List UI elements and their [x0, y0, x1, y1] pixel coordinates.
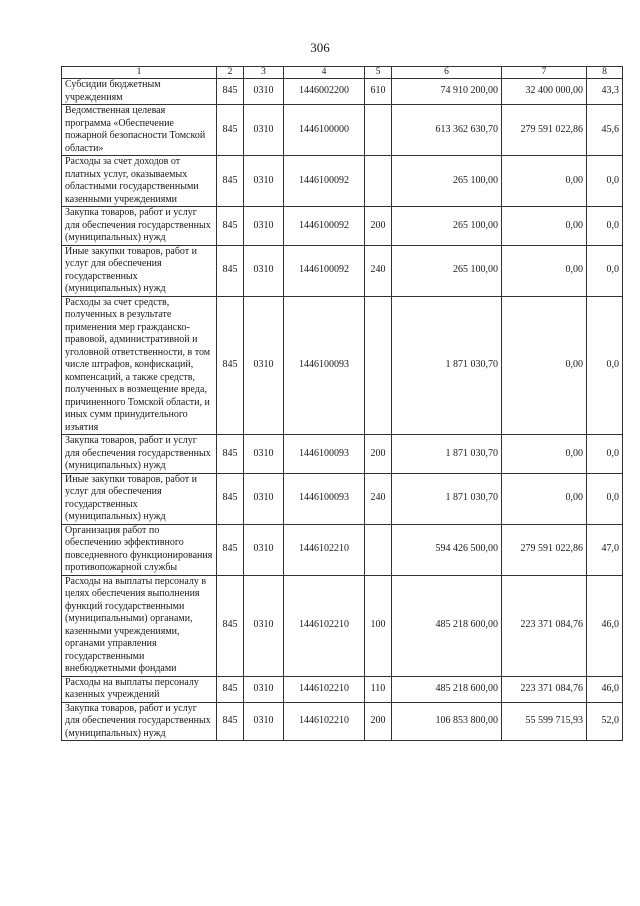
row-name-cell: Расходы за счет доходов от платных услуг, оказываемых областными государственными казенными учреждениями [62, 156, 217, 207]
table-row [62, 702, 623, 741]
row-percent-cell: 45,6 [587, 105, 623, 156]
row-admin-code-cell: 845 [217, 245, 244, 296]
row-actual-amount-cell: 0,00 [502, 435, 587, 474]
table-row [62, 676, 623, 702]
row-name-cell: Расходы на выплаты персоналу в целях обеспечения выполнения функций государственными (муниципальными) органами, казенными учреждениями, органами управления государственными внебюджетными фондами [62, 575, 217, 676]
row-plan-amount-cell: 265 100,00 [392, 245, 502, 296]
row-percent-cell: 0,0 [587, 156, 623, 207]
row-admin-code-cell: 845 [217, 105, 244, 156]
row-actual-amount-cell: 55 599 715,93 [502, 702, 587, 741]
row-name-cell: Закупка товаров, работ и услуг для обеспечения государственных (муниципальных) нужд [62, 207, 217, 246]
row-target-code-cell: 1446100093 [284, 296, 365, 435]
page-number: 306 [310, 40, 330, 55]
table-row [62, 296, 623, 435]
row-admin-code-cell: 845 [217, 524, 244, 575]
row-admin-code-cell: 845 [217, 207, 244, 246]
row-name-cell: Организация работ по обеспечению эффективного повседневного функционирования противопожарной службы [62, 524, 217, 575]
row-target-code-cell: 1446100092 [284, 207, 365, 246]
row-actual-amount-cell: 223 371 084,76 [502, 575, 587, 676]
row-actual-amount-cell: 279 591 022,86 [502, 105, 587, 156]
row-plan-amount-cell: 613 362 630,70 [392, 105, 502, 156]
row-expense-type-cell: 100 [365, 575, 392, 676]
row-admin-code-cell: 845 [217, 473, 244, 524]
row-target-code-cell: 1446102210 [284, 676, 365, 702]
row-expense-type-cell: 110 [365, 676, 392, 702]
row-expense-type-cell [365, 524, 392, 575]
row-target-code-cell: 1446102210 [284, 702, 365, 741]
row-section-code-cell: 0310 [244, 702, 284, 741]
table-row [62, 105, 623, 156]
row-name-cell: Закупка товаров, работ и услуг для обеспечения государственных (муниципальных) нужд [62, 702, 217, 741]
row-plan-amount-cell: 1 871 030,70 [392, 435, 502, 474]
row-admin-code-cell: 845 [217, 79, 244, 105]
header-col-5: 5 [365, 67, 392, 79]
header-col-3: 3 [244, 67, 284, 79]
row-actual-amount-cell: 0,00 [502, 156, 587, 207]
row-name-cell: Субсидии бюджетным учреждениям [62, 79, 217, 105]
row-admin-code-cell: 845 [217, 676, 244, 702]
row-plan-amount-cell: 1 871 030,70 [392, 473, 502, 524]
row-section-code-cell: 0310 [244, 105, 284, 156]
header-col-7: 7 [502, 67, 587, 79]
row-plan-amount-cell: 265 100,00 [392, 156, 502, 207]
row-name-cell: Иные закупки товаров, работ и услуг для обеспечения государственных (муниципальных) нужд [62, 245, 217, 296]
row-plan-amount-cell: 265 100,00 [392, 207, 502, 246]
table-row [62, 524, 623, 575]
row-target-code-cell: 1446100092 [284, 156, 365, 207]
row-section-code-cell: 0310 [244, 524, 284, 575]
row-actual-amount-cell: 0,00 [502, 207, 587, 246]
row-actual-amount-cell: 0,00 [502, 473, 587, 524]
row-actual-amount-cell: 0,00 [502, 245, 587, 296]
row-expense-type-cell: 240 [365, 473, 392, 524]
row-admin-code-cell: 845 [217, 702, 244, 741]
row-expense-type-cell: 200 [365, 435, 392, 474]
row-target-code-cell: 1446100092 [284, 245, 365, 296]
row-section-code-cell: 0310 [244, 207, 284, 246]
row-percent-cell: 0,0 [587, 435, 623, 474]
row-plan-amount-cell: 594 426 500,00 [392, 524, 502, 575]
row-actual-amount-cell: 32 400 000,00 [502, 79, 587, 105]
row-expense-type-cell [365, 296, 392, 435]
row-expense-type-cell: 200 [365, 702, 392, 741]
row-section-code-cell: 0310 [244, 156, 284, 207]
row-expense-type-cell: 200 [365, 207, 392, 246]
header-col-2: 2 [217, 67, 244, 79]
row-plan-amount-cell: 74 910 200,00 [392, 79, 502, 105]
row-name-cell: Иные закупки товаров, работ и услуг для обеспечения государственных (муниципальных) нужд [62, 473, 217, 524]
row-name-cell: Расходы за счет средств, полученных в результате применения мер гражданско-правовой, административной и уголовной ответственности, в том числе штрафов, конфискаций, компенсаций, а также средств, полученных в возмещение вреда, причиненного Томской области, и иных сумм принудительного изъятия [62, 296, 217, 435]
table-row [62, 207, 623, 246]
row-target-code-cell: 1446102210 [284, 575, 365, 676]
row-target-code-cell: 1446002200 [284, 79, 365, 105]
row-target-code-cell: 1446100093 [284, 473, 365, 524]
row-percent-cell: 0,0 [587, 296, 623, 435]
row-section-code-cell: 0310 [244, 245, 284, 296]
header-col-6: 6 [392, 67, 502, 79]
row-percent-cell: 0,0 [587, 473, 623, 524]
row-admin-code-cell: 845 [217, 156, 244, 207]
row-name-cell: Ведомственная целевая программа «Обеспечение пожарной безопасности Томской области» [62, 105, 217, 156]
row-admin-code-cell: 845 [217, 575, 244, 676]
row-expense-type-cell: 240 [365, 245, 392, 296]
row-target-code-cell: 1446102210 [284, 524, 365, 575]
row-plan-amount-cell: 1 871 030,70 [392, 296, 502, 435]
row-percent-cell: 43,3 [587, 79, 623, 105]
table-row [62, 245, 623, 296]
row-plan-amount-cell: 106 853 800,00 [392, 702, 502, 741]
row-plan-amount-cell: 485 218 600,00 [392, 676, 502, 702]
row-percent-cell: 52,0 [587, 702, 623, 741]
row-section-code-cell: 0310 [244, 575, 284, 676]
row-percent-cell: 46,0 [587, 575, 623, 676]
row-section-code-cell: 0310 [244, 296, 284, 435]
row-name-cell: Закупка товаров, работ и услуг для обеспечения государственных (муниципальных) нужд [62, 435, 217, 474]
header-col-8: 8 [587, 67, 623, 79]
header-col-4: 4 [284, 67, 365, 79]
row-section-code-cell: 0310 [244, 79, 284, 105]
row-target-code-cell: 1446100000 [284, 105, 365, 156]
row-name-cell: Расходы на выплаты персоналу казенных учреждений [62, 676, 217, 702]
row-percent-cell: 0,0 [587, 207, 623, 246]
table-row [62, 575, 623, 676]
row-actual-amount-cell: 223 371 084,76 [502, 676, 587, 702]
row-actual-amount-cell: 0,00 [502, 296, 587, 435]
row-section-code-cell: 0310 [244, 676, 284, 702]
row-admin-code-cell: 845 [217, 435, 244, 474]
row-target-code-cell: 1446100093 [284, 435, 365, 474]
row-expense-type-cell: 610 [365, 79, 392, 105]
row-percent-cell: 0,0 [587, 245, 623, 296]
row-plan-amount-cell: 485 218 600,00 [392, 575, 502, 676]
row-percent-cell: 46,0 [587, 676, 623, 702]
row-admin-code-cell: 845 [217, 296, 244, 435]
header-col-1: 1 [62, 67, 217, 79]
row-actual-amount-cell: 279 591 022,86 [502, 524, 587, 575]
table-row [62, 473, 623, 524]
table-header-row [62, 67, 623, 79]
row-expense-type-cell [365, 156, 392, 207]
row-expense-type-cell [365, 105, 392, 156]
table-row [62, 435, 623, 474]
budget-table [61, 66, 623, 741]
row-section-code-cell: 0310 [244, 435, 284, 474]
row-percent-cell: 47,0 [587, 524, 623, 575]
table-row [62, 156, 623, 207]
table-row [62, 79, 623, 105]
table-body [62, 79, 623, 741]
row-section-code-cell: 0310 [244, 473, 284, 524]
